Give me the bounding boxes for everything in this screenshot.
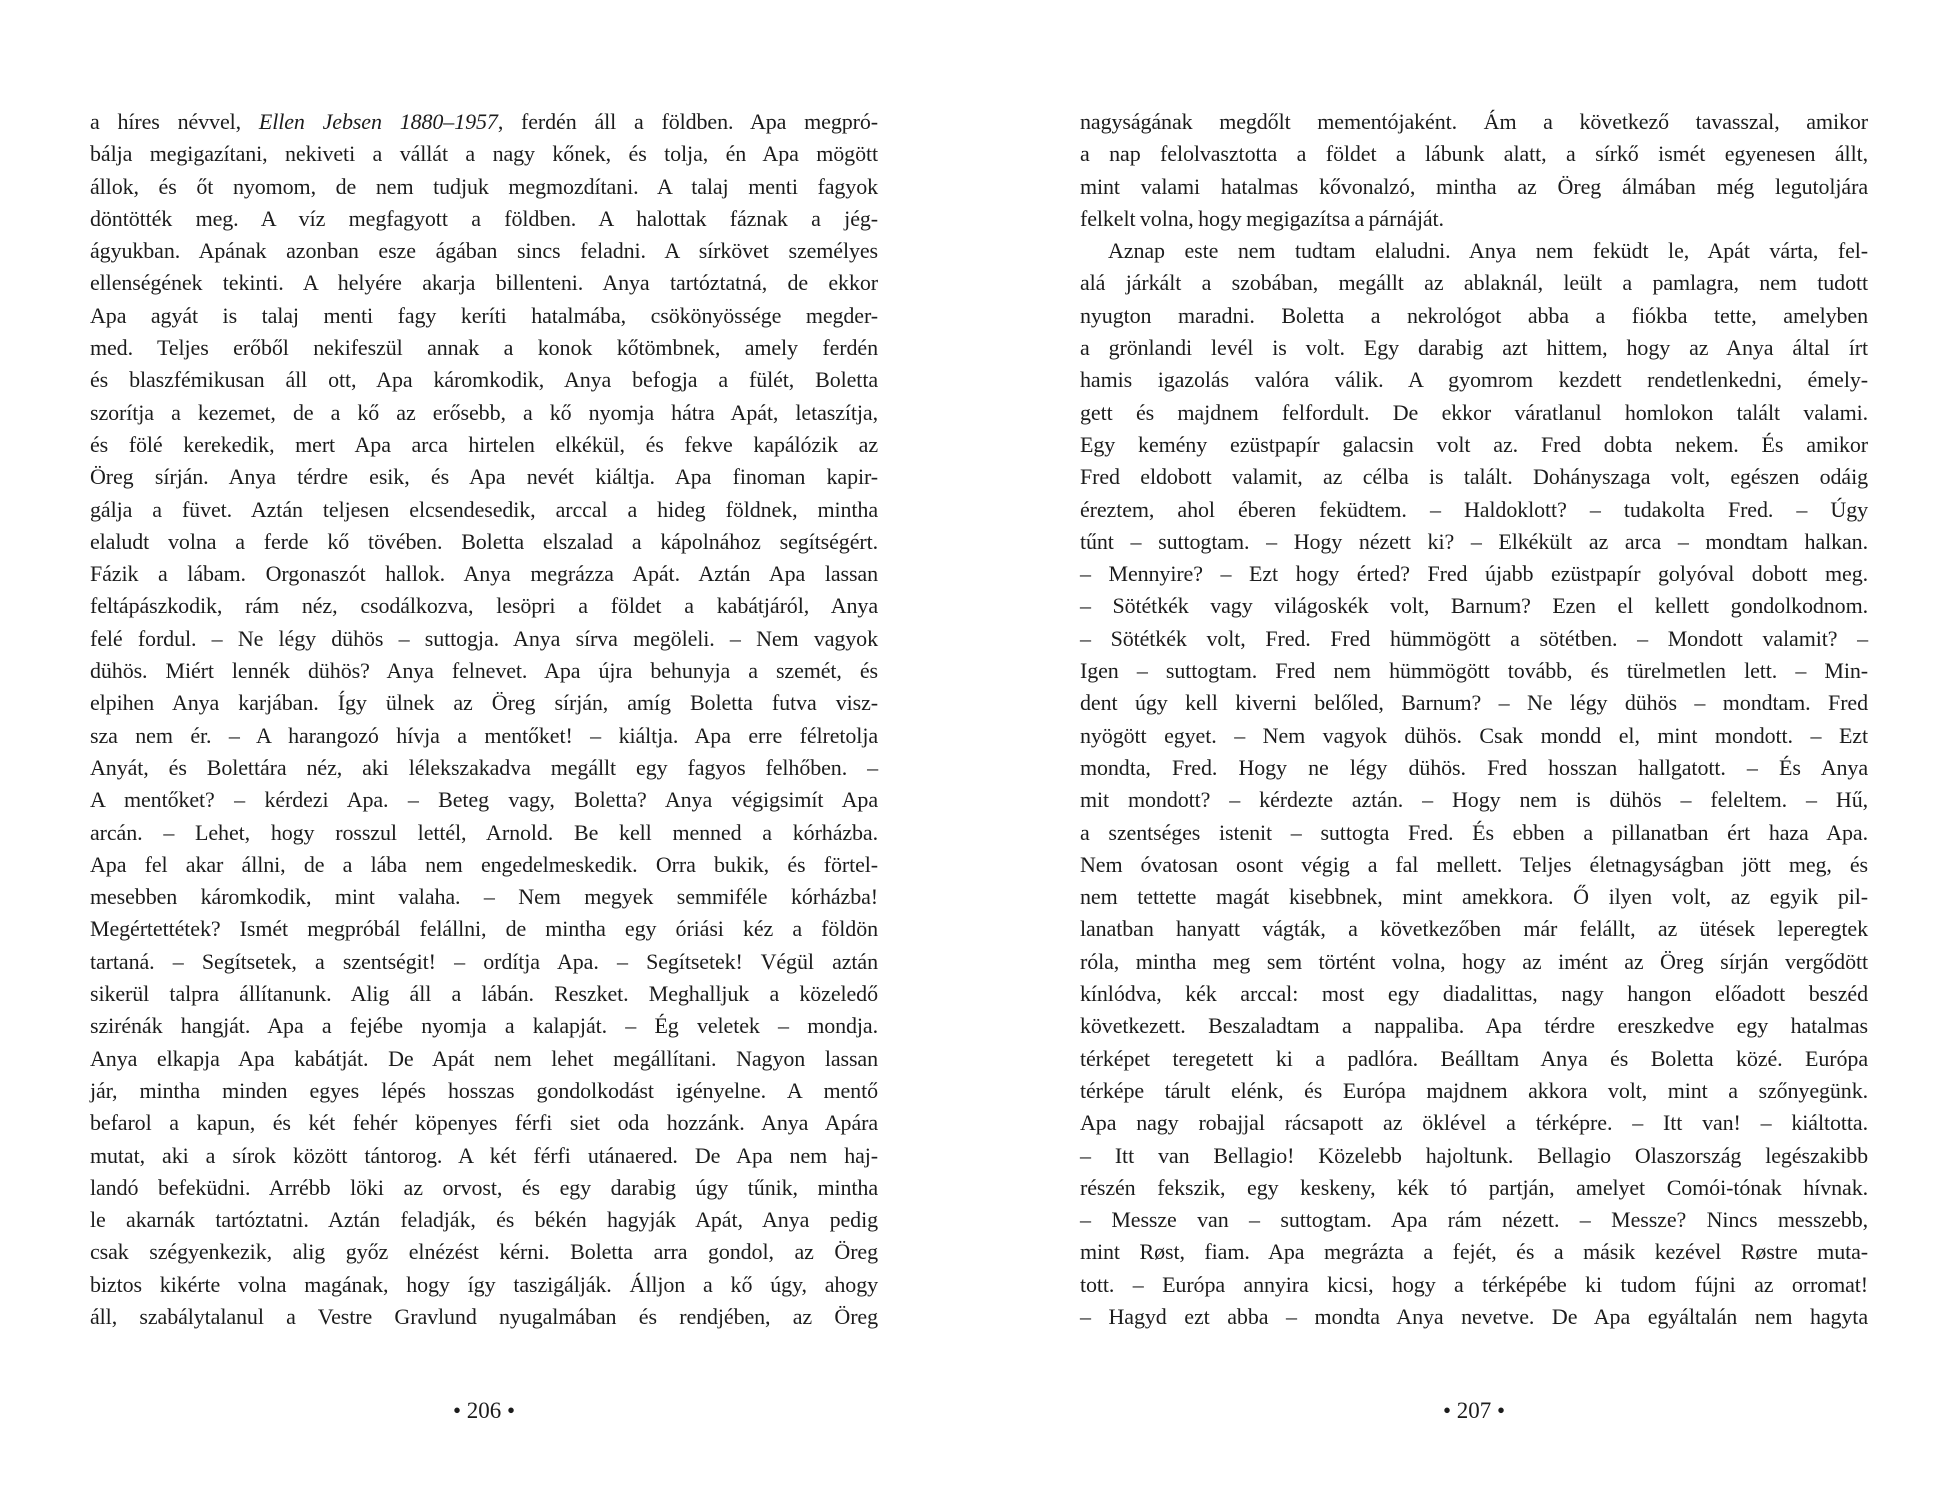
text-line: gálja a füvet. Aztán teljesen elcsendesedik, arccal a hideg földnek, mintha (90, 496, 878, 522)
text-line: Fázik a lábam. Orgonaszót hallok. Anya megrázza Apát. Aztán Apa lassan (90, 561, 878, 587)
text-line: térképet teregetett ki a padlóra. Beálltam Anya és Boletta közé. Európa (1080, 1045, 1868, 1071)
text-line: nyugton maradni. Boletta a nekrológot abba a fiókba tette, amelyben (1080, 302, 1868, 328)
text-line: és fölé kerekedik, mert Apa arca hirtelen elkékül, és fekve kapálózik az (90, 431, 878, 457)
text-line: a grönlandi levél is volt. Egy darabig azt hittem, hogy az Anya által írt (1080, 335, 1868, 361)
text-line: elpihen Anya karjában. Így ülnek az Öreg sírján, amíg Boletta futva visz- (90, 690, 878, 716)
text-line: éreztem, ahol éberen feküdtem. – Haldoklott? – tudakolta Fred. – Úgy (1080, 496, 1868, 522)
text-line: dent úgy kell kiverni belőled, Barnum? – Ne légy dühös – mondtam. Fred (1080, 690, 1868, 716)
text-line: Nem óvatosan osont végig a fal mellett. Teljes életnagyságban jött meg, és (1080, 851, 1868, 877)
text-line: – Itt van Bellagio! Közelebb hajoltunk. Bellagio Olaszország legészakibb (1080, 1142, 1868, 1168)
left-page-text-column (90, 106, 878, 1333)
text-line: lanatban hanyatt vágták, a következőben már felállt, az ütések leperegtek (1080, 916, 1868, 942)
text-line: mutat, aki a sírok között tántorog. A két férfi utánaered. De Apa nem haj- (90, 1142, 878, 1168)
text-line: a híres névvel, Ellen Jebsen 1880–1957, ferdén áll a földben. Apa megpró- (90, 109, 878, 134)
text-line: tartaná. – Segítsetek, a szentségit! – ordítja Apa. – Segítsetek! Végül aztán (90, 948, 878, 974)
text-line: Anyát, és Bolettára néz, aki lélekszakadva megállt egy fagyos felhőben. – (90, 754, 878, 780)
text-line: tűnt – suttogtam. – Hogy nézett ki? – Elkékült az arca – mondtam halkan. (1080, 528, 1868, 554)
text-line: Igen – suttogtam. Fred nem hümmögött tovább, és türelmetlen lett. – Min- (1080, 658, 1868, 684)
text-line: – Messze van – suttogtam. Apa rám nézett. – Messze? Nincs messzebb, (1080, 1207, 1868, 1233)
text-line: ágyukban. Apának azonban esze ágában sincs feladni. A sírkövet személyes (90, 238, 878, 264)
text-line: mesebben káromkodik, mint valaha. – Nem megyek semmiféle kórházba! (90, 884, 878, 910)
text-line: mit mondott? – kérdezte aztán. – Hogy nem is dühös – feleltem. – Hű, (1080, 787, 1868, 813)
text-line: le akarnák tartóztatni. Aztán feladják, és békén hagyják Apát, Anya pedig (90, 1207, 878, 1233)
text-line: szorítja a kezemet, de a kő az erősebb, a kő nyomja hátra Apát, letaszítja, (90, 399, 878, 425)
text-line: mint valami hatalmas kővonalzó, mintha az Öreg álmában még legutoljára (1080, 173, 1868, 199)
paragraph (1080, 235, 1868, 1333)
paragraph (90, 106, 878, 1333)
page-number-left: • 206 • (452, 1398, 516, 1423)
right-page-text-column (1080, 106, 1868, 1333)
text-line: róla, mintha meg sem történt volna, hogy az imént az Öreg sírján vergődött (1080, 948, 1868, 974)
text-line: Apa fel akar állni, de a lába nem engedelmeskedik. Orra bukik, és förtel- (90, 851, 878, 877)
text-line: mint Røst, fiam. Apa megrázta a fejét, és a másik kezével Røstre muta- (1080, 1239, 1868, 1265)
text-line: állok, és őt nyomom, de nem tudjuk megmozdítani. A talaj menti fagyok (90, 173, 878, 199)
text-line: nagyságának megdőlt mementójaként. Ám a következő tavasszal, amikor (1080, 109, 1868, 134)
text-line: – Hagyd ezt abba – mondta Anya nevetve. De Apa egyáltalán nem hagyta (1080, 1303, 1868, 1329)
text-line: – Sötétkék vagy világoskék volt, Barnum? Ezen el kellett gondolkodnom. (1080, 593, 1868, 619)
text-line: Apa agyát is talaj menti fagy keríti hatalmába, csökönyössége megder- (90, 302, 878, 328)
text-line: ellenségének tekinti. A helyére akarja billenteni. Anya tartóztatná, de ekkor (90, 270, 878, 296)
text-line: döntötték meg. A víz megfagyott a földben. A halottak fáznak a jég- (90, 205, 878, 231)
text-line: biztos kikérte volna magának, hogy így taszigálják. Álljon a kő úgy, ahogy (90, 1271, 878, 1297)
text-line: nem tettette magát kisebbnek, mint amekkora. Ő ilyen volt, az egyik pil- (1080, 884, 1868, 910)
text-line: részén fekszik, egy keskeny, kék tó partján, amelyet Comói-tónak hívnak. (1080, 1174, 1868, 1200)
text-line: Apa nagy robajjal rácsapott az öklével a térképre. – Itt van! – kiáltotta. (1080, 1110, 1868, 1136)
text-line: – Mennyire? – Ezt hogy érted? Fred újabb ezüstpapír golyóval dobott meg. (1080, 561, 1868, 587)
text-line: szirénák hangját. Apa a fejébe nyomja a kalapját. – Ég veletek – mondja. (90, 1013, 878, 1039)
page-number-right: • 207 • (1442, 1398, 1506, 1423)
text-line: és blaszfémikusan áll ott, Apa káromkodik, Anya befogja a fülét, Boletta (90, 367, 878, 393)
text-line: mondta, Fred. Hogy ne légy dühös. Fred hosszan hallgatott. – És Anya (1080, 754, 1868, 780)
text-line: landó befeküdni. Arrébb löki az orvost, és egy darabig úgy tűnik, mintha (90, 1174, 878, 1200)
text-line: feltápászkodik, rám néz, csodálkozva, lesöpri a földet a kabátjáról, Anya (90, 593, 878, 619)
text-line: következett. Beszaladtam a nappaliba. Apa térdre ereszkedve egy hatalmas (1080, 1013, 1868, 1039)
text-line: Öreg sírján. Anya térdre esik, és Apa nevét kiáltja. Apa finoman kapir- (90, 464, 878, 490)
text-line: Anya elkapja Apa kabátját. De Apát nem lehet megállítani. Nagyon lassan (90, 1045, 878, 1071)
text-line: elaludt volna a ferde kő tövében. Boletta elszalad a kápolnához segítségért. (90, 528, 878, 554)
text-line: Megértettétek? Ismét megpróbál felállni, de mintha egy óriási kéz a földön (90, 916, 878, 942)
text-line: a nap felolvasztotta a földet a lábunk alatt, a sírkő ismét egyenesen állt, (1080, 141, 1868, 167)
text-line: alá járkált a szobában, megállt az ablaknál, leült a pamlagra, nem tudott (1080, 270, 1868, 296)
text-line: sza nem ér. – A harangozó hívja a mentőket! – kiáltja. Apa erre félretolja (90, 722, 878, 748)
text-line: dühös. Miért lennék dühös? Anya felnevet. Apa újra behunyja a szemét, és (90, 658, 878, 684)
text-line: – Sötétkék volt, Fred. Fred hümmögött a sötétben. – Mondott valamit? – (1080, 625, 1868, 651)
text-line: Fred eldobott valamit, az célba is talált. Dohányszaga volt, egészen odáig (1080, 464, 1868, 490)
text-line: felkelt volna, hogy megigazítsa a párnáját. (1080, 205, 1444, 231)
text-line: nyögött egyet. – Nem vagyok dühös. Csak mondd el, mint mondott. – Ezt (1080, 722, 1868, 748)
text-line: térképe tárult elénk, és Európa majdnem akkora volt, mint a szőnyegünk. (1080, 1077, 1868, 1103)
text-line: Egy kemény ezüstpapír galacsin volt az. Fred dobta nekem. És amikor (1080, 431, 1868, 457)
paragraph (1080, 106, 1868, 235)
text-line: befarol a kapun, és két fehér köpenyes férfi siet oda hozzánk. Anya Apára (90, 1110, 878, 1136)
text-line: A mentőket? – kérdezi Apa. – Beteg vagy, Boletta? Anya végigsimít Apa (90, 787, 878, 813)
text-line: bálja megigazítani, nekiveti a vállát a nagy kőnek, és tolja, én Apa mögött (90, 141, 878, 167)
text-line: a szentséges istenit – suttogta Fred. És ebben a pillanatban ért haza Apa. (1080, 819, 1868, 845)
text-line: tott. – Európa annyira kicsi, hogy a térképébe ki tudom fújni az orromat! (1080, 1271, 1868, 1297)
text-line: hamis igazolás valóra válik. A gyomrom kezdett rendetlenkedni, émely- (1080, 367, 1868, 393)
text-line: felé fordul. – Ne légy dühös – suttogja. Anya sírva megöleli. – Nem vagyok (90, 625, 878, 651)
text-line: kínlódva, kék arccal: most egy diadalittas, nagy hangon előadott beszéd (1080, 981, 1868, 1007)
text-line: arcán. – Lehet, hogy rosszul lettél, Arnold. Be kell menned a kórházba. (90, 819, 878, 845)
text-line: gett és majdnem felfordult. De ekkor váratlanul homlokon talált valami. (1080, 399, 1868, 425)
text-line: sikerül talpra állítanunk. Alig áll a lábán. Reszket. Meghalljuk a közeledő (90, 981, 878, 1007)
text-line: jár, mintha minden egyes lépés hosszas gondolkodást igényelne. A mentő (90, 1077, 878, 1103)
text-line: Aznap este nem tudtam elaludni. Anya nem feküdt le, Apát várta, fel- (1108, 238, 1868, 264)
text-line: áll, szabálytalanul a Vestre Gravlund nyugalmában és rendjében, az Öreg (90, 1303, 878, 1329)
text-line: csak szégyenkezik, alig győz elnézést kérni. Boletta arra gondol, az Öreg (90, 1239, 878, 1265)
text-line: med. Teljes erőből nekifeszül annak a konok kőtömbnek, amely ferdén (90, 335, 878, 361)
